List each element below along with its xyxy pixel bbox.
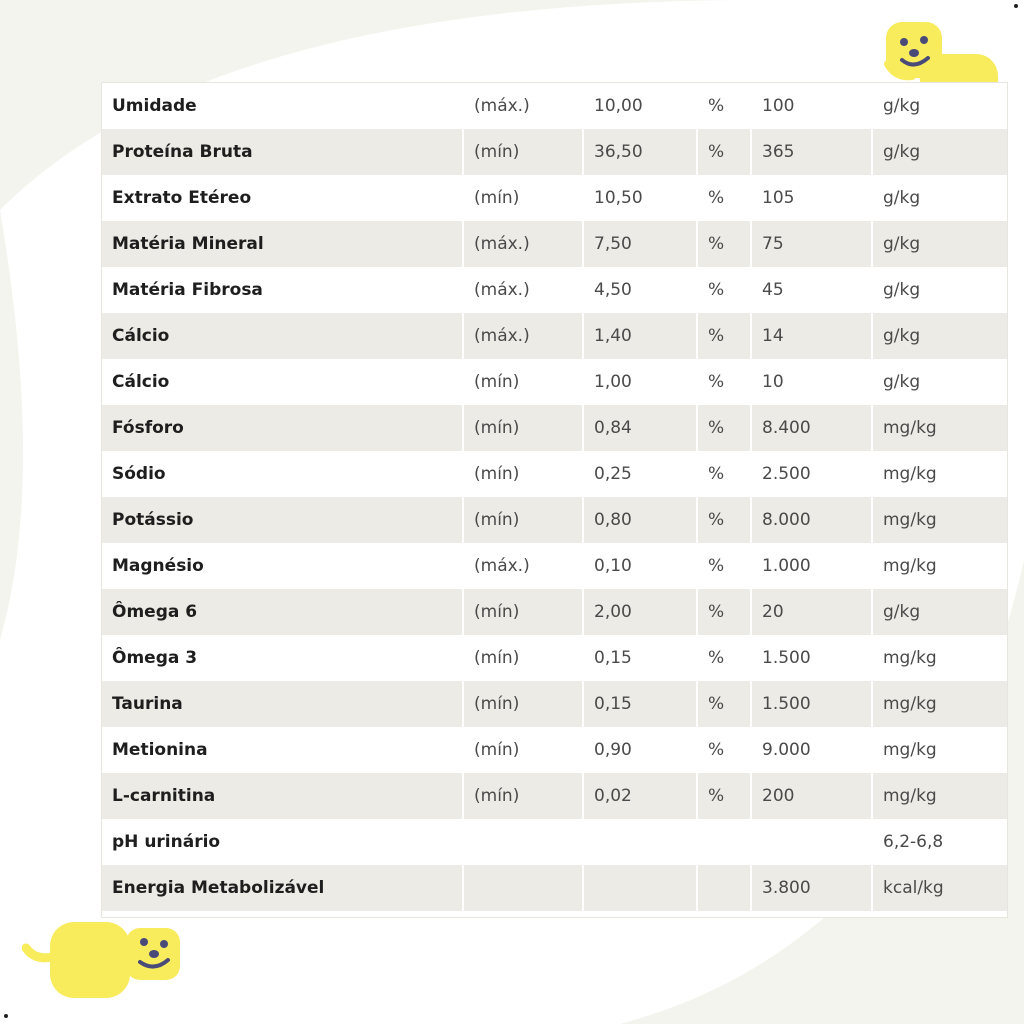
nutrient-qualifier: (mín) (463, 497, 583, 543)
nutrient-percent: 0,84 (583, 405, 697, 451)
nutrient-percent: 10,00 (583, 83, 697, 129)
nutrient-percent-unit: % (697, 83, 751, 129)
table-row (102, 221, 1007, 267)
nutrient-unit: g/kg (872, 83, 1007, 129)
nutrient-qualifier: (mín) (463, 635, 583, 681)
nutrition-table-container (102, 83, 1007, 917)
nutrient-name: Matéria Mineral (102, 221, 463, 267)
nutrient-name: Umidade (102, 83, 463, 129)
table-row (102, 819, 1007, 865)
nutrient-qualifier: (mín) (463, 359, 583, 405)
nutrient-percent: 2,00 (583, 589, 697, 635)
nutrient-percent-unit: % (697, 175, 751, 221)
table-row (102, 865, 1007, 911)
nutrient-qualifier: (mín) (463, 773, 583, 819)
nutrient-percent: 1,00 (583, 359, 697, 405)
table-row (102, 727, 1007, 773)
nutrient-qualifier: (mín) (463, 451, 583, 497)
nutrition-table (102, 83, 1007, 911)
nutrient-percent: 10,50 (583, 175, 697, 221)
nutrient-percent: 0,02 (583, 773, 697, 819)
table-row (102, 313, 1007, 359)
nutrient-percent-unit: % (697, 773, 751, 819)
table-row (102, 359, 1007, 405)
nutrient-name: Matéria Fibrosa (102, 267, 463, 313)
table-row (102, 681, 1007, 727)
nutrient-percent-unit: % (697, 313, 751, 359)
nutrient-percent: 4,50 (583, 267, 697, 313)
nutrient-name: Energia Metabolizável (102, 865, 463, 911)
nutrient-percent: 1,40 (583, 313, 697, 359)
nutrient-amount: 8.400 (751, 405, 872, 451)
table-row (102, 635, 1007, 681)
nutrient-name: pH urinário (102, 819, 463, 865)
nutrient-unit: 6,2-6,8 (872, 819, 1007, 865)
nutrient-qualifier: (mín) (463, 727, 583, 773)
table-row (102, 175, 1007, 221)
nutrient-name: Sódio (102, 451, 463, 497)
table-row (102, 451, 1007, 497)
nutrient-amount: 3.800 (751, 865, 872, 911)
nutrient-amount: 365 (751, 129, 872, 175)
nutrient-percent: 0,25 (583, 451, 697, 497)
nutrient-amount: 2.500 (751, 451, 872, 497)
nutrient-unit: mg/kg (872, 497, 1007, 543)
nutrient-amount: 10 (751, 359, 872, 405)
nutrient-qualifier: (mín) (463, 681, 583, 727)
nutrient-name: Potássio (102, 497, 463, 543)
nutrient-qualifier: (mín) (463, 129, 583, 175)
nutrient-unit: g/kg (872, 175, 1007, 221)
nutrient-percent-unit: % (697, 635, 751, 681)
nutrient-percent-unit (697, 819, 751, 865)
nutrient-percent-unit: % (697, 589, 751, 635)
nutrient-amount: 200 (751, 773, 872, 819)
nutrient-amount (751, 819, 872, 865)
nutrient-unit: mg/kg (872, 727, 1007, 773)
table-row (102, 267, 1007, 313)
nutrient-amount: 105 (751, 175, 872, 221)
nutrient-qualifier: (mín) (463, 589, 583, 635)
nutrient-percent-unit: % (697, 681, 751, 727)
nutrient-qualifier: (máx.) (463, 83, 583, 129)
nutrient-unit: g/kg (872, 313, 1007, 359)
table-row (102, 497, 1007, 543)
nutrient-amount: 45 (751, 267, 872, 313)
nutrient-amount: 1.000 (751, 543, 872, 589)
nutrient-percent: 7,50 (583, 221, 697, 267)
corner-dot (1014, 4, 1018, 8)
nutrient-unit: mg/kg (872, 635, 1007, 681)
nutrient-percent-unit: % (697, 405, 751, 451)
nutrient-qualifier: (máx.) (463, 313, 583, 359)
table-row (102, 405, 1007, 451)
nutrient-percent: 36,50 (583, 129, 697, 175)
nutrient-amount: 75 (751, 221, 872, 267)
nutrient-name: Ômega 6 (102, 589, 463, 635)
table-row (102, 773, 1007, 819)
nutrient-qualifier: (mín) (463, 175, 583, 221)
nutrient-unit: mg/kg (872, 451, 1007, 497)
nutrient-amount: 1.500 (751, 681, 872, 727)
nutrient-qualifier: (máx.) (463, 543, 583, 589)
nutrient-percent-unit: % (697, 497, 751, 543)
dog-mascot-icon (22, 918, 182, 1002)
nutrient-unit: g/kg (872, 221, 1007, 267)
nutrient-name: Fósforo (102, 405, 463, 451)
nutrient-name: L-carnitina (102, 773, 463, 819)
nutrient-percent-unit: % (697, 221, 751, 267)
nutrient-amount: 100 (751, 83, 872, 129)
nutrient-amount: 20 (751, 589, 872, 635)
corner-dot (4, 1014, 8, 1018)
nutrient-unit: mg/kg (872, 681, 1007, 727)
nutrient-name: Ômega 3 (102, 635, 463, 681)
nutrient-amount: 8.000 (751, 497, 872, 543)
nutrient-percent (583, 865, 697, 911)
nutrient-unit: kcal/kg (872, 865, 1007, 911)
nutrient-unit: mg/kg (872, 543, 1007, 589)
nutrient-percent-unit: % (697, 543, 751, 589)
table-row (102, 129, 1007, 175)
nutrient-percent-unit: % (697, 129, 751, 175)
nutrient-unit: mg/kg (872, 773, 1007, 819)
nutrient-unit: g/kg (872, 267, 1007, 313)
nutrient-unit: g/kg (872, 129, 1007, 175)
nutrient-name: Cálcio (102, 313, 463, 359)
nutrient-name: Taurina (102, 681, 463, 727)
nutrient-percent: 0,90 (583, 727, 697, 773)
nutrition-table-body (102, 83, 1007, 911)
table-row (102, 589, 1007, 635)
nutrient-qualifier: (máx.) (463, 267, 583, 313)
nutrient-name: Proteína Bruta (102, 129, 463, 175)
nutrient-qualifier: (mín) (463, 405, 583, 451)
nutrient-percent-unit: % (697, 267, 751, 313)
nutrient-amount: 9.000 (751, 727, 872, 773)
nutrient-percent: 0,15 (583, 635, 697, 681)
table-row (102, 543, 1007, 589)
nutrient-name: Extrato Etéreo (102, 175, 463, 221)
nutrient-qualifier (463, 819, 583, 865)
nutrient-percent: 0,15 (583, 681, 697, 727)
nutrient-name: Cálcio (102, 359, 463, 405)
nutrient-percent-unit: % (697, 359, 751, 405)
nutrient-percent: 0,10 (583, 543, 697, 589)
nutrient-percent: 0,80 (583, 497, 697, 543)
nutrient-name: Metionina (102, 727, 463, 773)
nutrient-unit: g/kg (872, 359, 1007, 405)
nutrient-percent-unit: % (697, 727, 751, 773)
nutrient-unit: g/kg (872, 589, 1007, 635)
nutrient-percent (583, 819, 697, 865)
nutrient-qualifier: (máx.) (463, 221, 583, 267)
table-row (102, 83, 1007, 129)
nutrient-unit: mg/kg (872, 405, 1007, 451)
nutrient-amount: 1.500 (751, 635, 872, 681)
nutrient-amount: 14 (751, 313, 872, 359)
nutrient-qualifier (463, 865, 583, 911)
nutrient-percent-unit: % (697, 451, 751, 497)
nutrient-percent-unit (697, 865, 751, 911)
nutrient-name: Magnésio (102, 543, 463, 589)
